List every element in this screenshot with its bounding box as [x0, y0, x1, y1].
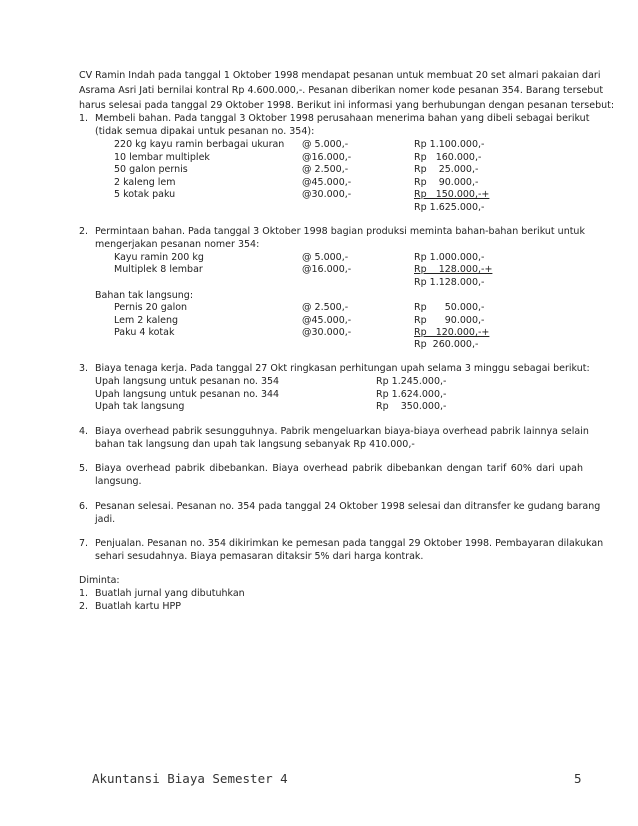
item-1-row-4-desc: 2 kaleng lem [114, 177, 176, 188]
item-4-line-1: Biaya overhead pabrik sesungguhnya. Pabrik mengeluarkan biaya-biaya overhead pabrik lainnya selain [95, 426, 589, 437]
diminta-item-2-text: Buatlah kartu HPP [95, 601, 182, 612]
item-2-number: 2. [79, 226, 89, 237]
intro-line-3: harus selesai pada tanggal 29 Oktober 1998. Berikut ini informasi yang berhubungan dengan pesanan tersebut: [79, 100, 615, 111]
item-2-indirect-row-2-price: @45.000,- [302, 315, 352, 326]
item-6-line-1: Pesanan selesai. Pesanan no. 354 pada tanggal 24 Oktober 1998 selesai dan ditransfer ke gudang barang [95, 501, 601, 512]
item-1-row-3-desc: 50 galon pernis [114, 164, 188, 175]
item-5-number: 5. [79, 463, 89, 474]
item-7-line-2: sehari sesudahnya. Biaya pemasaran ditaksir 5% dari harga kontrak. [95, 551, 424, 562]
item-7-line-1: Penjualan. Pesanan no. 354 dikirimkan ke pemesan pada tanggal 29 Oktober 1998. Pembayaran dilakukan [95, 538, 604, 549]
item-1-row-1-price: @ 5.000,- [302, 139, 349, 150]
item-2-line-1: Permintaan bahan. Pada tanggal 3 Oktober 1998 bagian produksi meminta bahan-bahan berikut untuk [95, 226, 585, 237]
footer-title: Akuntansi Biaya Semester 4 [92, 771, 288, 786]
item-2-row-2-desc: Multiplek 8 lembar [114, 264, 203, 275]
item-4-number: 4. [79, 426, 89, 437]
item-1-row-1-total: Rp 1.100.000,- [414, 139, 485, 150]
item-2-line-2: mengerjakan pesanan nomer 354: [95, 239, 260, 250]
item-2-sum-direct: Rp 1.128.000,- [414, 277, 485, 288]
diminta-item-1-number: 1. [79, 588, 89, 599]
item-1-row-5-desc: 5 kotak paku [114, 189, 176, 200]
intro-line-2: Asrama Asri Jati bernilai kontral Rp 4.600.000,-. Pesanan diberikan nomer kode pesanan 354. Barang tersebut [79, 85, 604, 96]
item-1-row-2-total: Rp 160.000,- [414, 152, 482, 163]
item-1-row-5-price: @30.000,- [302, 189, 352, 200]
item-2-sum-indirect: Rp 260.000,- [414, 339, 479, 350]
item-2-row-1-total: Rp 1.000.000,- [414, 252, 485, 263]
item-2-indirect-row-2-desc: Lem 2 kaleng [114, 315, 178, 326]
item-2-indirect-row-2-total: Rp 90.000,- [414, 315, 485, 326]
item-2-row-1-desc: Kayu ramin 200 kg [114, 252, 204, 263]
item-1-row-4-price: @45.000,- [302, 177, 352, 188]
item-1-number: 1. [79, 113, 89, 124]
item-4-line-2: bahan tak langsung dan upah tak langsung sebanyak Rp 410.000,- [95, 439, 415, 450]
item-2-indirect-row-3-price: @30.000,- [302, 327, 352, 338]
item-1-row-1-desc: 220 kg kayu ramin berbagai ukuran [114, 139, 285, 150]
diminta-title: Diminta: [79, 575, 120, 586]
item-1-row-5-total: Rp 150.000,-+ [414, 189, 490, 200]
item-3-number: 3. [79, 363, 89, 374]
item-3-row-2-total: Rp 1.624.000,- [376, 389, 447, 400]
item-3-row-1-total: Rp 1.245.000,- [376, 376, 447, 387]
item-2-row-1-price: @ 5.000,- [302, 252, 349, 263]
item-5-line-1: Biaya overhead pabrik dibebankan. Biaya overhead pabrik dibebankan dengan tarif 60% dari upah [95, 463, 583, 474]
diminta-item-1-text: Buatlah jurnal yang dibutuhkan [95, 588, 245, 599]
item-1-row-3-price: @ 2.500,- [302, 164, 349, 175]
item-2-indirect-row-1-desc: Pernis 20 galon [114, 302, 188, 313]
item-2-indirect-row-3-desc: Paku 4 kotak [114, 327, 175, 338]
item-2-indirect-row-3-total: Rp 120.000,-+ [414, 327, 490, 338]
item-2-row-2-total: Rp 128.000,-+ [414, 264, 493, 275]
item-1-line-1: Membeli bahan. Pada tanggal 3 Oktober 1998 perusahaan menerima bahan yang dibeli sebagai berikut [95, 113, 590, 124]
item-5-line-2: langsung. [95, 476, 142, 487]
item-1-row-3-total: Rp 25.000,- [414, 164, 479, 175]
item-6-number: 6. [79, 501, 89, 512]
item-1-row-4-total: Rp 90.000,- [414, 177, 479, 188]
item-1-row-2-desc: 10 lembar multiplek [114, 152, 210, 163]
item-1-row-2-price: @16.000,- [302, 152, 352, 163]
page-number: 5 [574, 771, 582, 786]
intro-line-1: CV Ramin Indah pada tanggal 1 Oktober 1998 mendapat pesanan untuk membuat 20 set almari pakaian dari [79, 70, 601, 81]
item-1-sum: Rp 1.625.000,- [414, 202, 485, 213]
item-3-row-1-desc: Upah langsung untuk pesanan no. 354 [95, 376, 280, 387]
item-2-indirect-row-1-total: Rp 50.000,- [414, 302, 485, 313]
item-3-line-1: Biaya tenaga kerja. Pada tanggal 27 Okt ringkasan perhitungan upah selama 3 minggu sebagai berikut: [95, 363, 590, 374]
item-2-row-2-price: @16.000,- [302, 264, 352, 275]
item-6-line-2: jadi. [95, 514, 116, 525]
item-3-row-2-desc: Upah langsung untuk pesanan no. 344 [95, 389, 280, 400]
item-1-line-2: (tidak semua dipakai untuk pesanan no. 354): [95, 126, 315, 137]
item-3-row-3-total: Rp 350.000,- [376, 401, 447, 412]
item-2-indirect-title: Bahan tak langsung: [95, 290, 194, 301]
diminta-item-2-number: 2. [79, 601, 89, 612]
item-7-number: 7. [79, 538, 89, 549]
item-3-row-3-desc: Upah tak langsung [95, 401, 185, 412]
item-2-indirect-row-1-price: @ 2.500,- [302, 302, 349, 313]
